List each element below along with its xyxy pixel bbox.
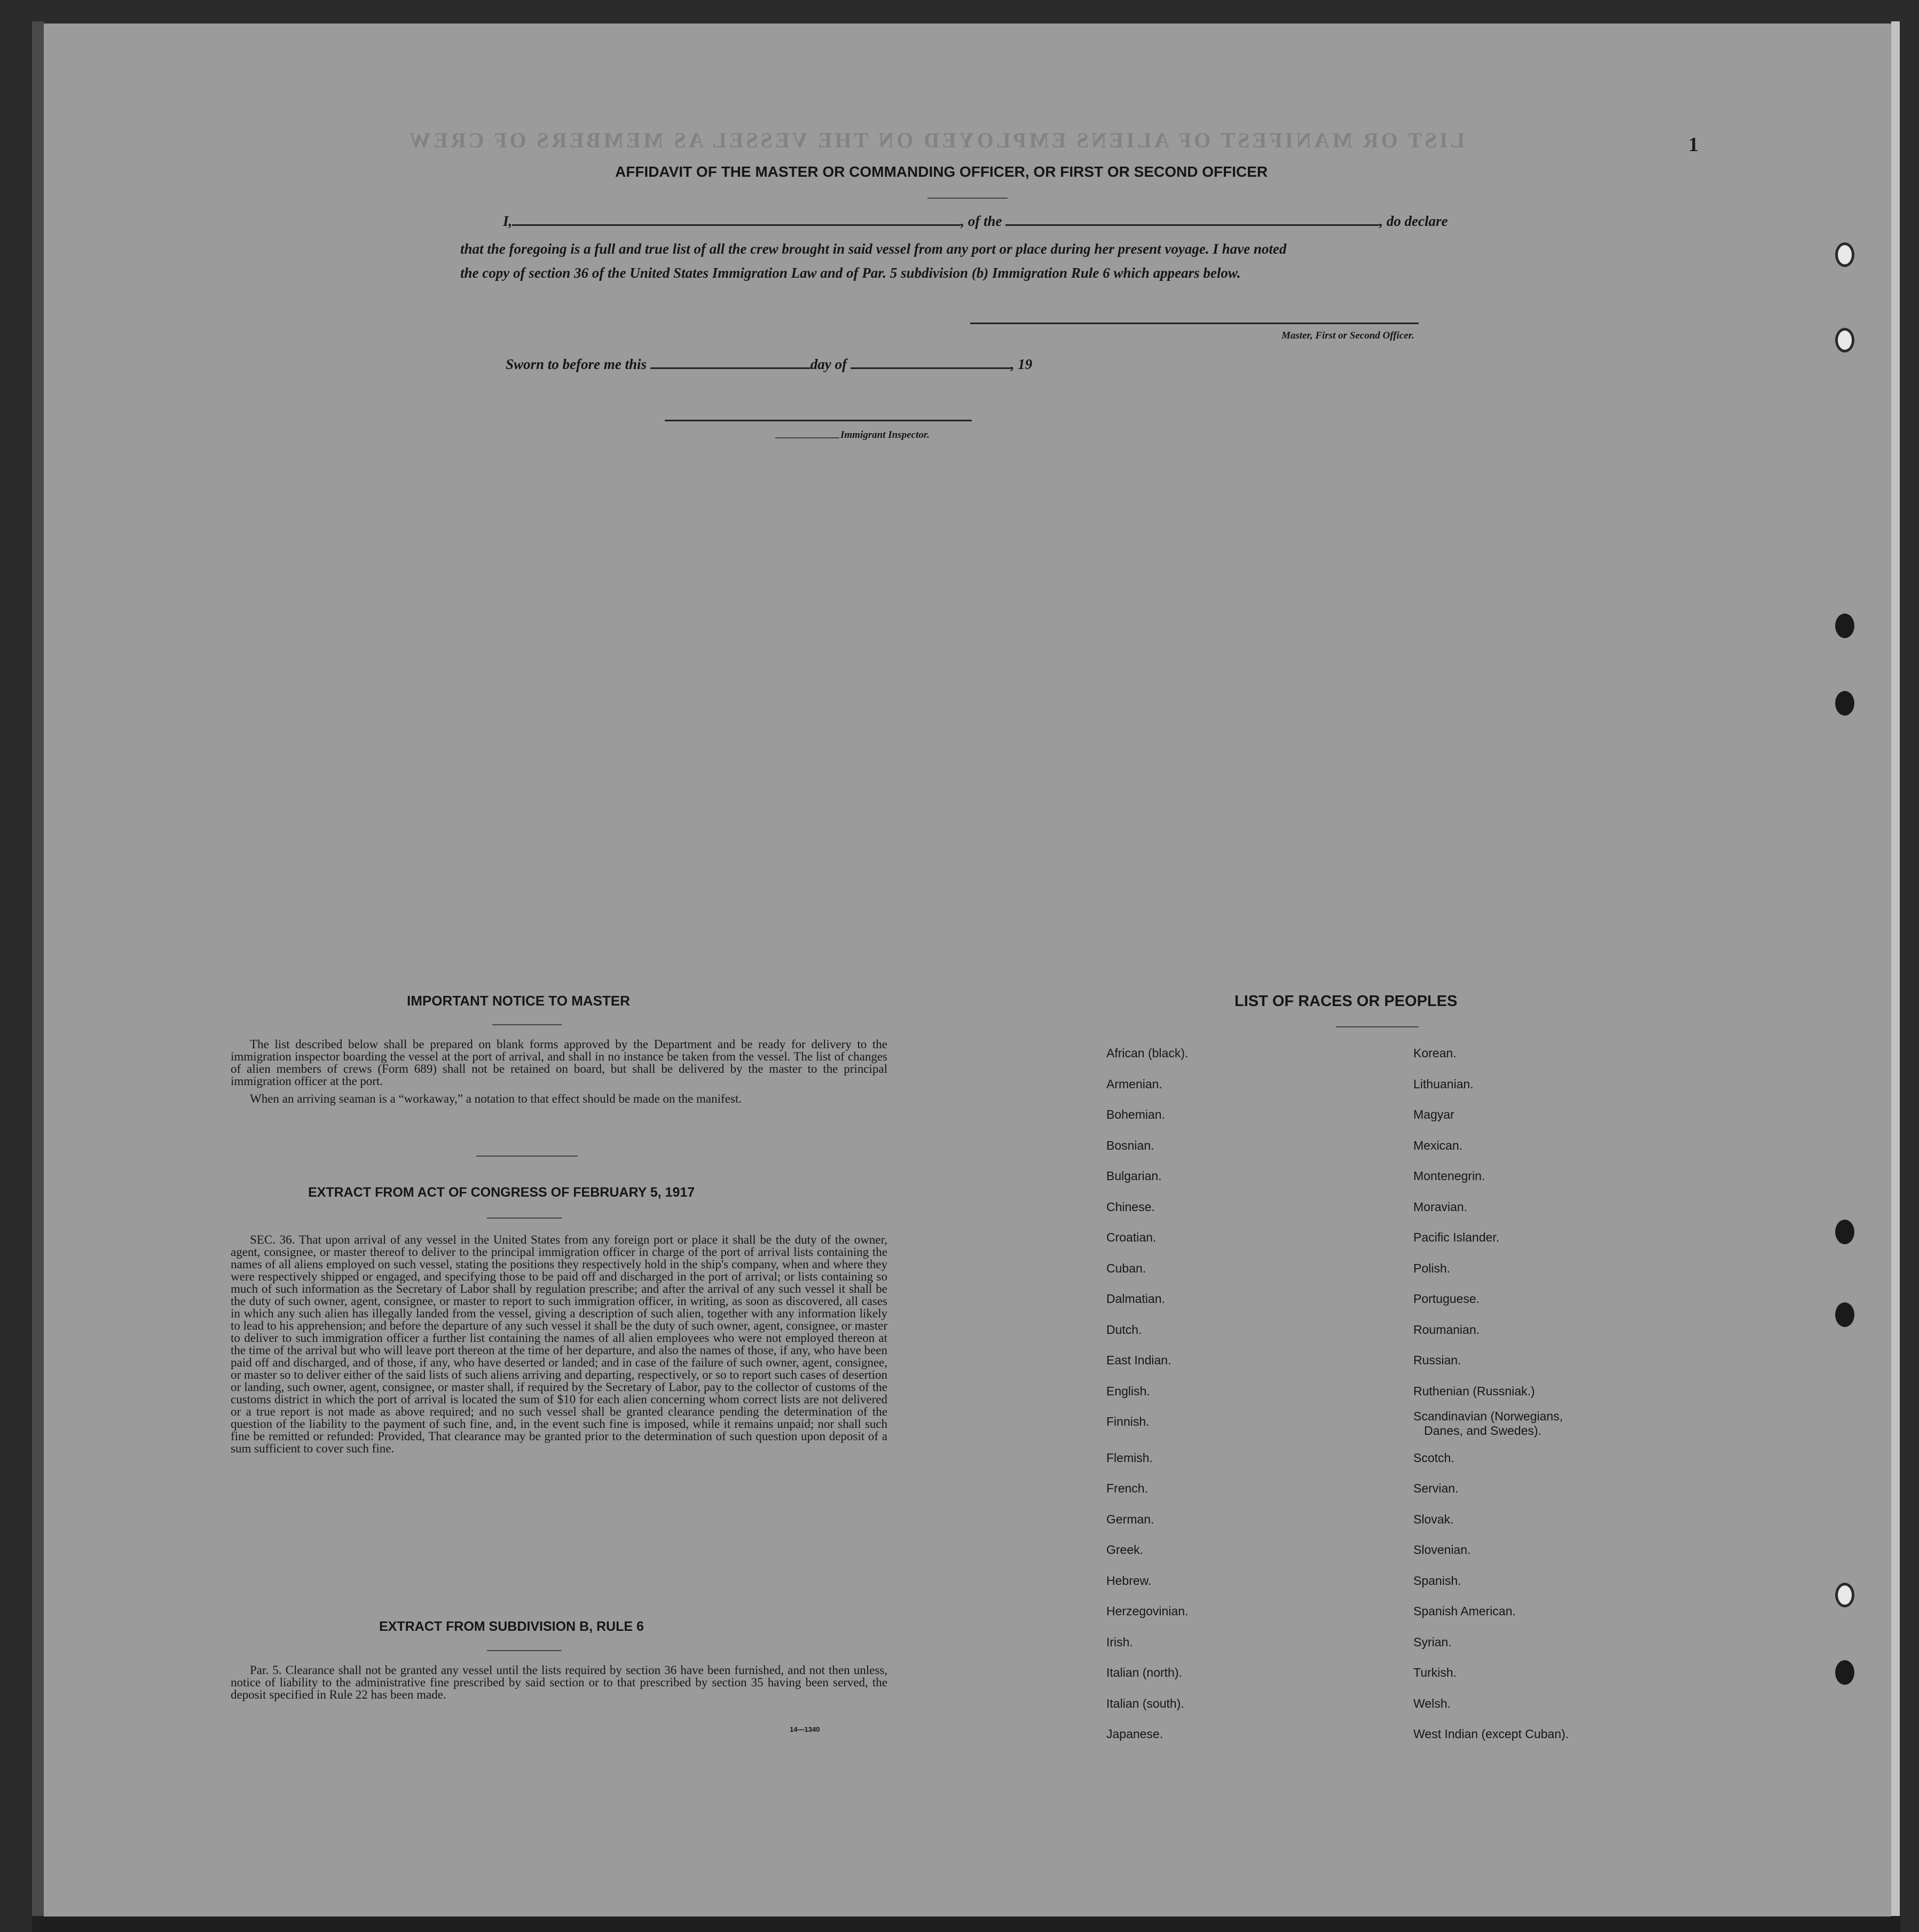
race-item: Hebrew.	[1106, 1573, 1152, 1588]
form-number: 14—1340	[790, 1725, 820, 1733]
day-blank	[650, 367, 811, 369]
notice-paragraph-1: The list described below shall be prepared on blank forms approved by the Department and be ready for delivery to the immigration inspector boarding the vessel at the port of arrival, and shall in no instance be taken from the vessel. The list of changes of alien members of crews (Form 689) shall not be retained on board, but shall be delivered by the master to the principal immigration officer at the port.	[231, 1038, 887, 1088]
race-item: Croatian.	[1106, 1230, 1157, 1244]
race-item: Portuguese.	[1413, 1292, 1480, 1306]
punch-hole	[1835, 242, 1854, 267]
race-item: Servian.	[1413, 1481, 1459, 1495]
race-item: Pacific Islander.	[1413, 1230, 1500, 1244]
race-item: Scandinavian (Norwegians,	[1413, 1409, 1563, 1423]
race-item: Turkish.	[1413, 1666, 1457, 1679]
affidavit-i: I,	[503, 213, 513, 229]
notice-divider	[492, 1024, 562, 1025]
punch-hole	[1835, 691, 1854, 716]
races-title: LIST OF RACES OR PEOPLES	[1234, 993, 1458, 1010]
race-item: Greek.	[1106, 1543, 1144, 1557]
act-paragraph: SEC. 36. That upon arrival of any vessel in the United States from any foreign port or place it shall be the duty of the owner, agent, consignee, or master thereof to deliver to the principal immigration officer in charge of the port of arrival lists containing the names of all aliens employed on such vessel, stating the positions they respectively hold in the ship's company, when and where they were respectively shipped or engaged, and specifying those to be paid off and discharged in the port of arrival; or lists containing so much of such information as the Secretary of Labor shall by regulation prescribe; and after the arrival of any such vessel it shall be the duty of such owner, agent, consignee, or master to report to such immigration officer, in writing, as soon as discovered, all cases in which any such alien has illegally landed from the vessel, giving a description of such alien, together with any information likely to lead to his apprehension; and before the departure of any such vessel it shall be the duty of such owner, agent, consignee, or master to deliver to such immigration officer a further list containing the names of all alien employees who were not employed thereon at the time of the arrival but who will leave port thereon at the time of her departure, and also the names of those, if any, who have been paid off and discharged, and of those, if any, who have deserted or landed; and in case of the failure of such owner, agent, consignee, or master so to deliver either of the said lists of such aliens arriving and departing, respectively, or so to report such cases of desertion or landing, such owner, agent, consignee, or master shall, if required by the Secretary of Labor, pay to the collector of customs of the customs district in which the port of arrival is located the sum of $10 for each alien concerning whom correct lists are not delivered or a true report is not made as above required; and no such vessel shall be granted clearance pending the determination of the question of the liability to the payment of such fine, and, in the event such fine is imposed, while it remains unpaid; nor shall such fine be remitted or refunded: Provided, That clearance may be granted prior to the determination of such question upon deposit of a sum sufficient to cover such fine.	[231, 1233, 887, 1455]
race-item: Mexican.	[1413, 1138, 1463, 1152]
race-item: Danes, and Swedes).	[1424, 1424, 1542, 1438]
race-item: Finnish.	[1106, 1415, 1150, 1428]
bleed-through-heading: LIST OR MANIFEST OF ALIENS EMPLOYED ON THE VESSEL AS MEMBERS OF CREW	[407, 128, 1465, 152]
race-item: Polish.	[1413, 1261, 1451, 1275]
sworn-text: Sworn to before me this	[506, 356, 647, 372]
scan-border-bottom	[32, 1916, 1901, 1932]
race-item: Welsh.	[1413, 1696, 1451, 1710]
punch-hole	[1835, 1660, 1854, 1685]
month-blank	[851, 367, 1011, 369]
race-item: Bulgarian.	[1106, 1169, 1162, 1183]
scan-border-right	[1891, 21, 1900, 1920]
punch-hole	[1835, 1302, 1854, 1327]
affidavit-of-the: , of the	[961, 213, 1002, 229]
affidavit-line-3: the copy of section 36 of the United States Immigration Law and of Par. 5 subdivision (b) Immigration Rule 6 which appears below.	[460, 265, 1241, 281]
act-divider	[487, 1218, 562, 1219]
race-item: Syrian.	[1413, 1635, 1452, 1649]
race-item: Slovenian.	[1413, 1543, 1471, 1557]
rule-title: EXTRACT FROM SUBDIVISION B, RULE 6	[379, 1619, 644, 1634]
rule-paragraph: Par. 5. Clearance shall not be granted any vessel until the lists required by section 36 have been furnished, and not then unless, notice of liability to the administrative fine prescribed by said section or to that prescribed by section 35 having been served, the deposit specified in Rule 22 has been made.	[231, 1663, 887, 1701]
race-item: Chinese.	[1106, 1199, 1155, 1214]
race-item: Spanish American.	[1413, 1604, 1516, 1618]
sworn-line	[506, 356, 1032, 373]
affidavit-declare: , do declare	[1379, 213, 1448, 229]
race-item: Ruthenian (Russniak.)	[1413, 1384, 1535, 1398]
race-item: Roumanian.	[1413, 1322, 1480, 1337]
race-item: Montenegrin.	[1413, 1169, 1485, 1183]
race-item: Russian.	[1413, 1353, 1461, 1367]
race-item: African (black).	[1106, 1046, 1189, 1060]
title-divider	[927, 198, 1008, 199]
punch-hole	[1835, 1220, 1854, 1244]
punch-hole	[1835, 328, 1854, 352]
race-item: Spanish.	[1413, 1573, 1461, 1588]
race-item: Italian (south).	[1106, 1696, 1184, 1710]
race-item: Italian (north).	[1106, 1666, 1182, 1679]
year-text: , 19	[1010, 356, 1033, 372]
race-item: Herzegovinian.	[1106, 1604, 1189, 1618]
race-item: West Indian (except Cuban).	[1413, 1727, 1569, 1741]
notice-body	[231, 1038, 887, 1105]
race-item: Slovak.	[1413, 1512, 1454, 1526]
rule-divider	[487, 1650, 562, 1651]
race-item: French.	[1106, 1481, 1148, 1495]
race-item: Moravian.	[1413, 1199, 1467, 1214]
inspector-short-rule	[775, 437, 839, 438]
scan-border-left	[32, 21, 44, 1920]
inspector-caption: Immigrant Inspector.	[840, 429, 930, 441]
race-item: Korean.	[1413, 1046, 1457, 1060]
affidavit-line-1	[503, 213, 1448, 230]
race-item: Cuban.	[1106, 1261, 1146, 1275]
notice-title: IMPORTANT NOTICE TO MASTER	[407, 993, 630, 1009]
race-item: Bohemian.	[1106, 1108, 1165, 1121]
race-item: English.	[1106, 1384, 1150, 1398]
page-number: 1	[1688, 133, 1698, 156]
race-item: Dalmatian.	[1106, 1292, 1165, 1306]
master-caption: Master, First or Second Officer.	[1281, 330, 1414, 341]
notice-paragraph-2: When an arriving seaman is a “workaway,” a notation to that effect should be made on the manifest.	[250, 1092, 742, 1105]
section-divider-1	[476, 1156, 578, 1157]
name-blank	[512, 224, 961, 226]
act-body	[231, 1234, 887, 1455]
affidavit-title: AFFIDAVIT OF THE MASTER OR COMMANDING OFFICER, OR FIRST OR SECOND OFFICER	[615, 163, 1268, 180]
punch-hole	[1835, 1583, 1854, 1607]
race-item: Magyar	[1413, 1108, 1454, 1121]
race-item: Irish.	[1106, 1635, 1133, 1649]
races-divider	[1336, 1026, 1419, 1027]
race-item: Bosnian.	[1106, 1138, 1154, 1152]
act-title: EXTRACT FROM ACT OF CONGRESS OF FEBRUARY 5, 1917	[308, 1185, 695, 1200]
race-item: Lithuanian.	[1413, 1077, 1474, 1091]
race-item: German.	[1106, 1512, 1154, 1526]
race-item: Dutch.	[1106, 1322, 1142, 1337]
inspector-signature-line	[665, 420, 972, 421]
master-signature-line	[970, 323, 1419, 324]
race-item: Japanese.	[1106, 1727, 1163, 1741]
rule-body	[231, 1664, 887, 1701]
day-of-text: day of	[810, 356, 847, 372]
race-item: East Indian.	[1106, 1353, 1171, 1367]
punch-hole	[1835, 614, 1854, 638]
race-item: Scotch.	[1413, 1450, 1454, 1465]
document-page	[44, 23, 1891, 1917]
race-item: Armenian.	[1106, 1077, 1162, 1091]
race-item: Flemish.	[1106, 1450, 1153, 1465]
vessel-blank	[1005, 224, 1379, 226]
affidavit-line-2: that the foregoing is a full and true list of all the crew brought in said vessel from any port or place during her present voyage. I have noted	[460, 241, 1287, 257]
